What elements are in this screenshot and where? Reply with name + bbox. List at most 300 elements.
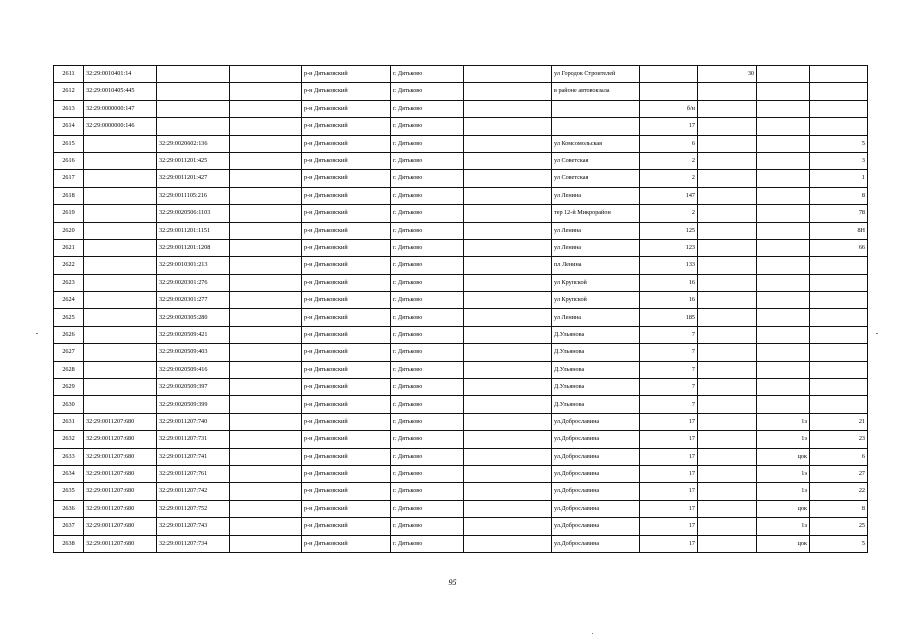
- table-row: [54, 118, 868, 135]
- cell-empty: [464, 344, 552, 361]
- cell-house: 125: [640, 222, 698, 239]
- cell-cadastral-parent: 32:29:0000000:147: [84, 100, 157, 117]
- cell-empty: [464, 448, 552, 465]
- cell-empty: [230, 448, 302, 465]
- cell-house: 17: [640, 465, 698, 482]
- cell-district: р-н Дятьковский: [302, 83, 391, 100]
- cell-street: Д.Ульянова: [552, 326, 640, 343]
- cell-district: р-н Дятьковский: [302, 309, 391, 326]
- cell-building: [698, 344, 757, 361]
- cell-building: [698, 152, 757, 169]
- cell-empty: [464, 257, 552, 274]
- cell-building: [698, 448, 757, 465]
- cell-number: 2611: [54, 66, 84, 83]
- cell-district: р-н Дятьковский: [302, 483, 391, 500]
- cell-cadastral-number: 32:29:0011201:1151: [157, 222, 230, 239]
- cell-empty: [464, 396, 552, 413]
- cell-building: [698, 170, 757, 187]
- cell-city: г. Дятьково: [391, 118, 464, 135]
- cell-cadastral-parent: 32:29:0011207:680: [84, 448, 157, 465]
- cell-premises: 23: [810, 431, 868, 448]
- cell-number: 2627: [54, 344, 84, 361]
- cell-number: 2626: [54, 326, 84, 343]
- cell-city: г. Дятьково: [391, 274, 464, 291]
- cell-premises: 8: [810, 187, 868, 204]
- cell-building: [698, 222, 757, 239]
- cell-building: [698, 396, 757, 413]
- cell-district: р-н Дятьковский: [302, 431, 391, 448]
- table-row: [54, 239, 868, 256]
- cell-district: р-н Дятьковский: [302, 535, 391, 552]
- cell-city: г. Дятьково: [391, 257, 464, 274]
- page-number: 95: [448, 578, 457, 587]
- cell-cadastral-parent: [84, 361, 157, 378]
- cell-cadastral-parent: [84, 257, 157, 274]
- cell-building: [698, 518, 757, 535]
- cell-district: р-н Дятьковский: [302, 205, 391, 222]
- cell-building: [698, 257, 757, 274]
- cell-district: р-н Дятьковский: [302, 413, 391, 430]
- cell-number: 2629: [54, 379, 84, 396]
- cell-cadastral-parent: [84, 170, 157, 187]
- table-row: [54, 100, 868, 117]
- table-row: [54, 66, 868, 83]
- cell-number: 2614: [54, 118, 84, 135]
- cell-number: 2621: [54, 239, 84, 256]
- table-row: [54, 170, 868, 187]
- cell-cadastral-number: 32:29:0020509:403: [157, 344, 230, 361]
- cell-cadastral-parent: 32:29:0011207:680: [84, 465, 157, 482]
- cell-cadastral-number: 32:29:0020301:277: [157, 292, 230, 309]
- cell-premises: [810, 257, 868, 274]
- cell-district: р-н Дятьковский: [302, 448, 391, 465]
- cell-cadastral-number: 32:29:0020509:397: [157, 379, 230, 396]
- cell-empty: [464, 187, 552, 204]
- cell-house: 2: [640, 170, 698, 187]
- cell-cadastral-parent: 32:29:0011207:680: [84, 518, 157, 535]
- cell-empty: [464, 326, 552, 343]
- cell-city: г. Дятьково: [391, 222, 464, 239]
- cell-empty: [230, 465, 302, 482]
- cell-district: р-н Дятьковский: [302, 344, 391, 361]
- cell-number: 2623: [54, 274, 84, 291]
- cell-city: г. Дятьково: [391, 518, 464, 535]
- cell-empty: [230, 187, 302, 204]
- cell-empty: [230, 535, 302, 552]
- cell-street: [552, 100, 640, 117]
- cell-premises: 66: [810, 239, 868, 256]
- registry-table: [53, 65, 868, 553]
- cell-cadastral-number: 32:29:0011207:743: [157, 518, 230, 535]
- cell-city: г. Дятьково: [391, 187, 464, 204]
- cell-cadastral-number: 32:29:0011207:761: [157, 465, 230, 482]
- cell-empty: [464, 170, 552, 187]
- cell-street: ул.Доброславина: [552, 413, 640, 430]
- cell-city: г. Дятьково: [391, 465, 464, 482]
- cell-street: ул.Доброславина: [552, 465, 640, 482]
- cell-number: 2635: [54, 483, 84, 500]
- cell-floor: [757, 309, 810, 326]
- cell-building: [698, 500, 757, 517]
- cell-district: р-н Дятьковский: [302, 379, 391, 396]
- cell-city: г. Дятьково: [391, 66, 464, 83]
- cell-number: 2625: [54, 309, 84, 326]
- cell-empty: [230, 274, 302, 291]
- cell-floor: [757, 152, 810, 169]
- cell-empty: [230, 135, 302, 152]
- cell-number: 2624: [54, 292, 84, 309]
- cell-number: 2618: [54, 187, 84, 204]
- cell-building: [698, 274, 757, 291]
- cell-cadastral-number: 32:29:0010301:213: [157, 257, 230, 274]
- cell-street: в районе автовокзала: [552, 83, 640, 100]
- cell-district: р-н Дятьковский: [302, 361, 391, 378]
- cell-empty: [464, 205, 552, 222]
- cell-empty: [230, 326, 302, 343]
- cell-empty: [464, 483, 552, 500]
- cell-house: 16: [640, 292, 698, 309]
- cell-street: тер 12-й Микрорайон: [552, 205, 640, 222]
- table-row: [54, 500, 868, 517]
- cell-number: 2632: [54, 431, 84, 448]
- cell-city: г. Дятьково: [391, 500, 464, 517]
- cell-cadastral-number: 32:29:0011201:1208: [157, 239, 230, 256]
- cell-district: р-н Дятьковский: [302, 326, 391, 343]
- cell-empty: [464, 274, 552, 291]
- cell-house: 17: [640, 518, 698, 535]
- cell-empty: [230, 257, 302, 274]
- cell-cadastral-parent: [84, 205, 157, 222]
- cell-street: ул Городок Строителей: [552, 66, 640, 83]
- cell-cadastral-number: 32:29:0020509:399: [157, 396, 230, 413]
- cell-cadastral-number: [157, 66, 230, 83]
- cell-cadastral-parent: [84, 326, 157, 343]
- cell-city: г. Дятьково: [391, 396, 464, 413]
- cell-street: ул Крупской: [552, 292, 640, 309]
- cell-street: ул Ленина: [552, 222, 640, 239]
- cell-house: 17: [640, 483, 698, 500]
- cell-street: Д.Ульянова: [552, 361, 640, 378]
- table-row: [54, 448, 868, 465]
- cell-premises: 27: [810, 465, 868, 482]
- cell-city: г. Дятьково: [391, 326, 464, 343]
- cell-floor: [757, 396, 810, 413]
- cell-empty: [464, 361, 552, 378]
- cell-premises: [810, 396, 868, 413]
- cell-cadastral-number: 32:29:0011201:427: [157, 170, 230, 187]
- cell-street: ул.Доброславина: [552, 535, 640, 552]
- cell-premises: [810, 361, 868, 378]
- cell-empty: [464, 379, 552, 396]
- cell-number: 2634: [54, 465, 84, 482]
- table-row: [54, 413, 868, 430]
- cell-premises: 8Н: [810, 222, 868, 239]
- cell-floor: 1э: [757, 413, 810, 430]
- cell-street: ул.Доброславина: [552, 448, 640, 465]
- cell-district: р-н Дятьковский: [302, 257, 391, 274]
- cell-floor: [757, 135, 810, 152]
- cell-city: г. Дятьково: [391, 309, 464, 326]
- cell-number: 2637: [54, 518, 84, 535]
- table-row: [54, 222, 868, 239]
- cell-building: [698, 413, 757, 430]
- cell-empty: [464, 239, 552, 256]
- cell-street: Д.Ульянова: [552, 396, 640, 413]
- cell-number: 2636: [54, 500, 84, 517]
- cell-cadastral-number: 32:29:0011207:741: [157, 448, 230, 465]
- cell-cadastral-number: 32:29:0020305:280: [157, 309, 230, 326]
- table-row: [54, 361, 868, 378]
- cell-city: г. Дятьково: [391, 431, 464, 448]
- cell-district: р-н Дятьковский: [302, 292, 391, 309]
- cell-building: [698, 483, 757, 500]
- table-row: [54, 187, 868, 204]
- cell-building: [698, 83, 757, 100]
- cell-house: 17: [640, 535, 698, 552]
- cell-empty: [230, 222, 302, 239]
- cell-number: 2615: [54, 135, 84, 152]
- cell-house: 7: [640, 344, 698, 361]
- cell-cadastral-parent: 32:29:0010405:445: [84, 83, 157, 100]
- cell-house: 17: [640, 413, 698, 430]
- table-row: [54, 326, 868, 343]
- cell-cadastral-number: 32:29:0011207:734: [157, 535, 230, 552]
- cell-cadastral-parent: [84, 135, 157, 152]
- cell-empty: [230, 292, 302, 309]
- cell-empty: [464, 465, 552, 482]
- cell-city: г. Дятьково: [391, 205, 464, 222]
- cell-cadastral-parent: [84, 379, 157, 396]
- cell-floor: [757, 170, 810, 187]
- cell-number: 2630: [54, 396, 84, 413]
- cell-building: [698, 431, 757, 448]
- table-row: [54, 309, 868, 326]
- cell-street: Д.Ульянова: [552, 344, 640, 361]
- cell-building: [698, 118, 757, 135]
- cell-house: 2: [640, 152, 698, 169]
- cell-floor: [757, 100, 810, 117]
- cell-floor: 1э: [757, 483, 810, 500]
- cell-floor: [757, 118, 810, 135]
- cell-district: р-н Дятьковский: [302, 274, 391, 291]
- cell-cadastral-parent: [84, 396, 157, 413]
- cell-cadastral-number: 32:29:0020602:136: [157, 135, 230, 152]
- cell-premises: 22: [810, 483, 868, 500]
- cell-cadastral-number: 32:29:0011105:216: [157, 187, 230, 204]
- cell-empty: [464, 535, 552, 552]
- cell-district: р-н Дятьковский: [302, 500, 391, 517]
- cell-house: 7: [640, 379, 698, 396]
- cell-empty: [230, 66, 302, 83]
- cell-building: [698, 465, 757, 482]
- cell-district: р-н Дятьковский: [302, 396, 391, 413]
- cell-city: г. Дятьково: [391, 239, 464, 256]
- cell-empty: [230, 379, 302, 396]
- cell-house: 123: [640, 239, 698, 256]
- cell-premises: [810, 344, 868, 361]
- cell-cadastral-parent: [84, 309, 157, 326]
- cell-premises: [810, 379, 868, 396]
- cell-premises: 25: [810, 518, 868, 535]
- cell-house: 133: [640, 257, 698, 274]
- cell-number: 2622: [54, 257, 84, 274]
- cell-cadastral-number: 32:29:0011207:742: [157, 483, 230, 500]
- cell-house: 17: [640, 448, 698, 465]
- cell-district: р-н Дятьковский: [302, 465, 391, 482]
- cell-building: [698, 379, 757, 396]
- cell-house: 7: [640, 361, 698, 378]
- cell-building: [698, 239, 757, 256]
- cell-number: 2620: [54, 222, 84, 239]
- table-row: [54, 292, 868, 309]
- table-body: [54, 66, 868, 553]
- cell-empty: [230, 396, 302, 413]
- table-row: [54, 83, 868, 100]
- cell-district: р-н Дятьковский: [302, 518, 391, 535]
- cell-number: 2613: [54, 100, 84, 117]
- cell-house: 147: [640, 187, 698, 204]
- cell-number: 2616: [54, 152, 84, 169]
- cell-building: [698, 535, 757, 552]
- cell-cadastral-parent: 32:29:0011207:680: [84, 483, 157, 500]
- cell-number: 2628: [54, 361, 84, 378]
- cell-cadastral-parent: [84, 239, 157, 256]
- cell-street: ул Комсомольская: [552, 135, 640, 152]
- cell-empty: [230, 100, 302, 117]
- cell-floor: [757, 222, 810, 239]
- cell-empty: [464, 292, 552, 309]
- cell-district: р-н Дятьковский: [302, 170, 391, 187]
- cell-cadastral-parent: 32:29:0010401:14: [84, 66, 157, 83]
- cell-cadastral-parent: [84, 274, 157, 291]
- cell-district: р-н Дятьковский: [302, 135, 391, 152]
- cell-premises: [810, 274, 868, 291]
- cell-city: г. Дятьково: [391, 483, 464, 500]
- cell-premises: 6: [810, 448, 868, 465]
- cell-number: 2631: [54, 413, 84, 430]
- cell-cadastral-number: 32:29:0020509:421: [157, 326, 230, 343]
- cell-district: р-н Дятьковский: [302, 66, 391, 83]
- cell-cadastral-parent: [84, 222, 157, 239]
- cell-empty: [464, 118, 552, 135]
- cell-premises: [810, 100, 868, 117]
- cell-house: б/н: [640, 100, 698, 117]
- cell-cadastral-number: [157, 100, 230, 117]
- cell-cadastral-parent: 32:29:0011207:680: [84, 535, 157, 552]
- cell-house: 16: [640, 274, 698, 291]
- cell-building: 30: [698, 66, 757, 83]
- cell-cadastral-number: [157, 118, 230, 135]
- cell-floor: [757, 344, 810, 361]
- cell-premises: 3: [810, 152, 868, 169]
- cell-floor: 1э: [757, 465, 810, 482]
- cell-floor: [757, 361, 810, 378]
- cell-house: 17: [640, 431, 698, 448]
- cell-floor: 1э: [757, 518, 810, 535]
- cell-house: 2: [640, 205, 698, 222]
- cell-premises: 1: [810, 170, 868, 187]
- cell-empty: [464, 100, 552, 117]
- cell-city: г. Дятьково: [391, 361, 464, 378]
- cell-premises: [810, 309, 868, 326]
- table-row: [54, 483, 868, 500]
- cell-street: ул Ленина: [552, 309, 640, 326]
- cell-street: ул Советская: [552, 170, 640, 187]
- cell-premises: 5: [810, 135, 868, 152]
- cell-number: 2638: [54, 535, 84, 552]
- cell-city: г. Дятьково: [391, 448, 464, 465]
- cell-building: [698, 326, 757, 343]
- cell-building: [698, 205, 757, 222]
- scan-speck: [876, 333, 878, 334]
- cell-premises: 8: [810, 500, 868, 517]
- cell-premises: [810, 292, 868, 309]
- cell-premises: [810, 66, 868, 83]
- cell-floor: [757, 187, 810, 204]
- table-row: [54, 152, 868, 169]
- table-row: [54, 396, 868, 413]
- cell-number: 2633: [54, 448, 84, 465]
- cell-house: 17: [640, 500, 698, 517]
- cell-house: [640, 83, 698, 100]
- scan-speck: [592, 633, 593, 634]
- cell-cadastral-parent: [84, 292, 157, 309]
- cell-house: 7: [640, 396, 698, 413]
- table-row: [54, 274, 868, 291]
- cell-cadastral-number: 32:29:0011201:425: [157, 152, 230, 169]
- cell-house: 7: [640, 326, 698, 343]
- cell-empty: [464, 83, 552, 100]
- cell-floor: 1э: [757, 431, 810, 448]
- cell-city: г. Дятьково: [391, 83, 464, 100]
- cell-district: р-н Дятьковский: [302, 152, 391, 169]
- cell-premises: [810, 326, 868, 343]
- cell-building: [698, 292, 757, 309]
- scan-speck: [36, 333, 38, 334]
- cell-street: ул Советская: [552, 152, 640, 169]
- cell-floor: [757, 274, 810, 291]
- cell-empty: [230, 118, 302, 135]
- cell-cadastral-parent: [84, 187, 157, 204]
- cell-cadastral-number: 32:29:0020506:1103: [157, 205, 230, 222]
- cell-empty: [230, 431, 302, 448]
- cell-street: ул.Доброславина: [552, 500, 640, 517]
- cell-floor: [757, 66, 810, 83]
- cell-city: г. Дятьково: [391, 344, 464, 361]
- cell-empty: [230, 413, 302, 430]
- cell-city: г. Дятьково: [391, 100, 464, 117]
- cell-cadastral-parent: 32:29:0011207:680: [84, 431, 157, 448]
- table-row: [54, 465, 868, 482]
- cell-empty: [230, 83, 302, 100]
- cell-city: г. Дятьково: [391, 379, 464, 396]
- cell-empty: [464, 413, 552, 430]
- cell-city: г. Дятьково: [391, 413, 464, 430]
- cell-empty: [230, 309, 302, 326]
- cell-district: р-н Дятьковский: [302, 222, 391, 239]
- cell-floor: [757, 83, 810, 100]
- cell-house: 17: [640, 118, 698, 135]
- cell-street: ул Ленина: [552, 239, 640, 256]
- cell-cadastral-parent: 32:29:0011207:680: [84, 500, 157, 517]
- cell-floor: [757, 379, 810, 396]
- table-row: [54, 135, 868, 152]
- cell-street: пл Ленина: [552, 257, 640, 274]
- cell-street: Д.Ульянова: [552, 379, 640, 396]
- cell-floor: [757, 292, 810, 309]
- cell-empty: [464, 309, 552, 326]
- cell-building: [698, 309, 757, 326]
